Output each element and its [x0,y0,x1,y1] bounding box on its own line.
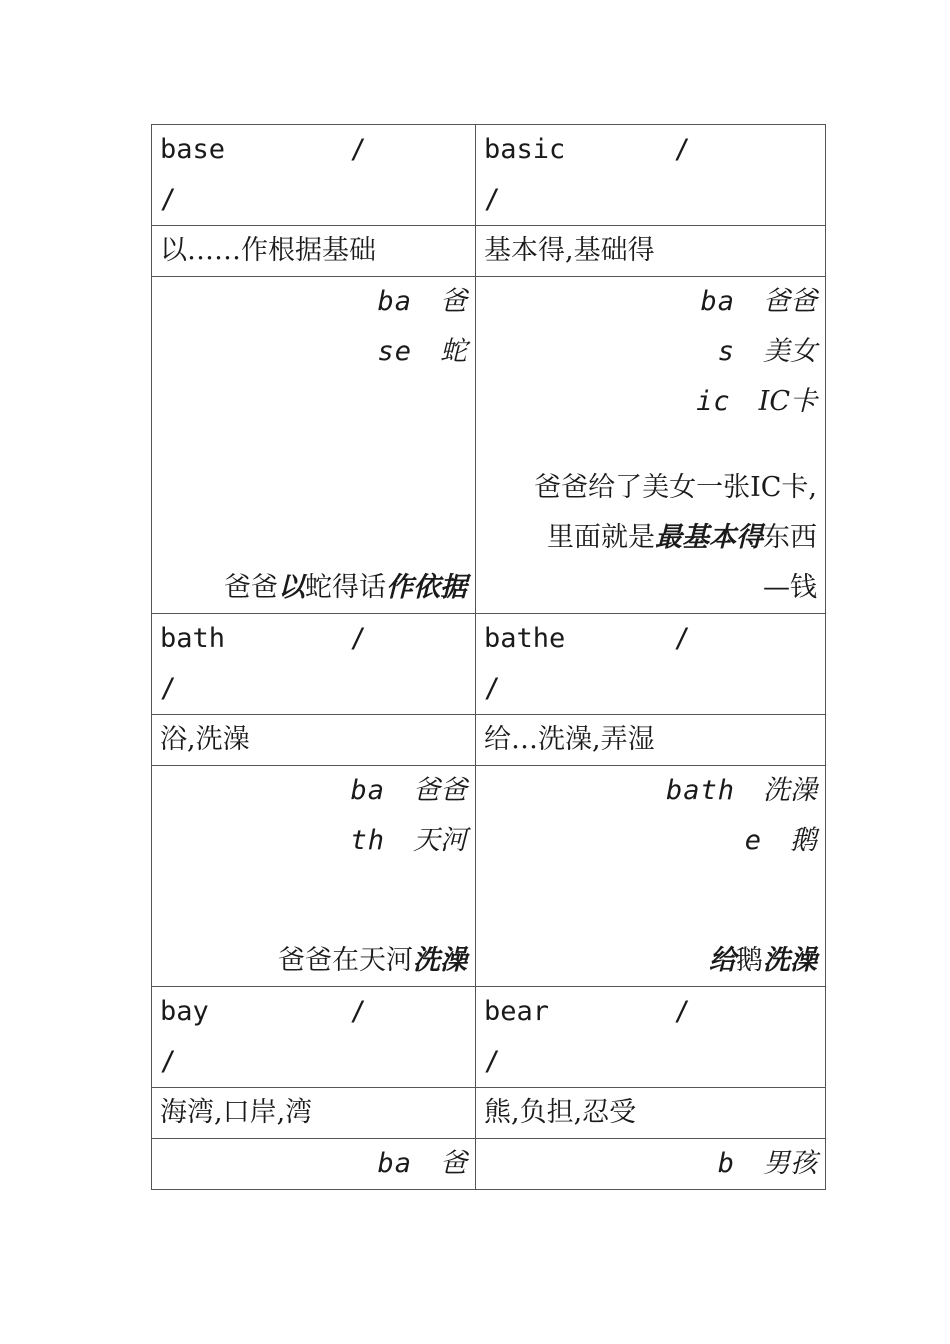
mnemonic-fragment: ic [696,386,731,417]
word-label: bathe [484,623,566,654]
word-cell [476,614,826,715]
vocabulary-table [151,124,826,1190]
word-cell [476,987,826,1088]
mnemonic-story: 给鹅洗澡 [709,945,817,976]
mnemonic-meaning: 蛇 [440,336,467,367]
word-label: basic [484,134,566,165]
phonetic-slash: / [350,623,367,654]
mnemonic-cell [476,277,826,614]
word-cell [152,987,476,1088]
mnemonic-meaning: 美女 [763,336,817,367]
mnemonic-fragment: ba [377,286,412,317]
meaning-cell: 给…洗澡,弄湿 [476,715,826,766]
mnemonic-meaning: 爸爸 [763,286,817,317]
mnemonic-meaning: 爸 [440,286,467,317]
meaning-cell: 以……作根据基础 [152,226,476,277]
mnemonic-story: 爸爸给了美女一张IC卡,里面就是最基本得东西—钱 [534,472,817,603]
mnemonic-cell [152,277,476,614]
phonetic-slash: / [674,623,691,654]
mnemonic-fragment: ba [350,775,385,806]
meaning-cell: 基本得,基础得 [476,226,826,277]
phonetic-slash: / [160,673,177,704]
mnemonic-fragment: th [350,825,385,856]
table-row [152,1088,826,1139]
table-row [152,715,826,766]
word-label: bath [160,623,226,654]
mnemonic-fragment: b [717,1148,735,1179]
mnemonic-meaning: 洗澡 [763,775,817,806]
mnemonic-meaning: 爸 [440,1148,467,1179]
mnemonic-meaning: 爸爸 [413,775,467,806]
table-row [152,1139,826,1190]
phonetic-slash: / [674,996,691,1027]
table-row [152,766,826,987]
mnemonic-meaning: IC卡 [758,386,817,417]
mnemonic-fragment: s [717,336,735,367]
word-label: bay [160,996,209,1027]
mnemonic-fragment: ba [700,286,735,317]
phonetic-slash: / [674,134,691,165]
mnemonic-cell [476,766,826,987]
phonetic-slash: / [160,184,177,215]
word-cell [476,125,826,226]
word-cell [152,125,476,226]
mnemonic-fragment: e [744,825,762,856]
table-row [152,125,826,226]
mnemonic-story: 爸爸在天河洗澡 [278,945,467,976]
phonetic-slash: / [350,134,367,165]
table-row [152,614,826,715]
mnemonic-fragment: bath [665,775,735,806]
phonetic-slash: / [484,184,501,215]
meaning-cell: 海湾,口岸,湾 [152,1088,476,1139]
meaning-cell: 浴,洗澡 [152,715,476,766]
table-row [152,277,826,614]
table-row [152,226,826,277]
mnemonic-meaning: 男孩 [763,1148,817,1179]
phonetic-slash: / [160,1046,177,1077]
phonetic-slash: / [484,1046,501,1077]
word-cell [152,614,476,715]
mnemonic-story: 爸爸以蛇得话作依据 [224,572,467,603]
word-label: base [160,134,226,165]
mnemonic-fragment: ba [377,1148,412,1179]
mnemonic-fragment: se [377,336,412,367]
mnemonic-cell [152,1139,476,1190]
meaning-cell: 熊,负担,忍受 [476,1088,826,1139]
table-row [152,987,826,1088]
mnemonic-cell [152,766,476,987]
mnemonic-cell [476,1139,826,1190]
phonetic-slash: / [484,673,501,704]
mnemonic-meaning: 鹅 [790,825,817,856]
phonetic-slash: / [350,996,367,1027]
word-label: bear [484,996,550,1027]
mnemonic-meaning: 天河 [413,825,467,856]
